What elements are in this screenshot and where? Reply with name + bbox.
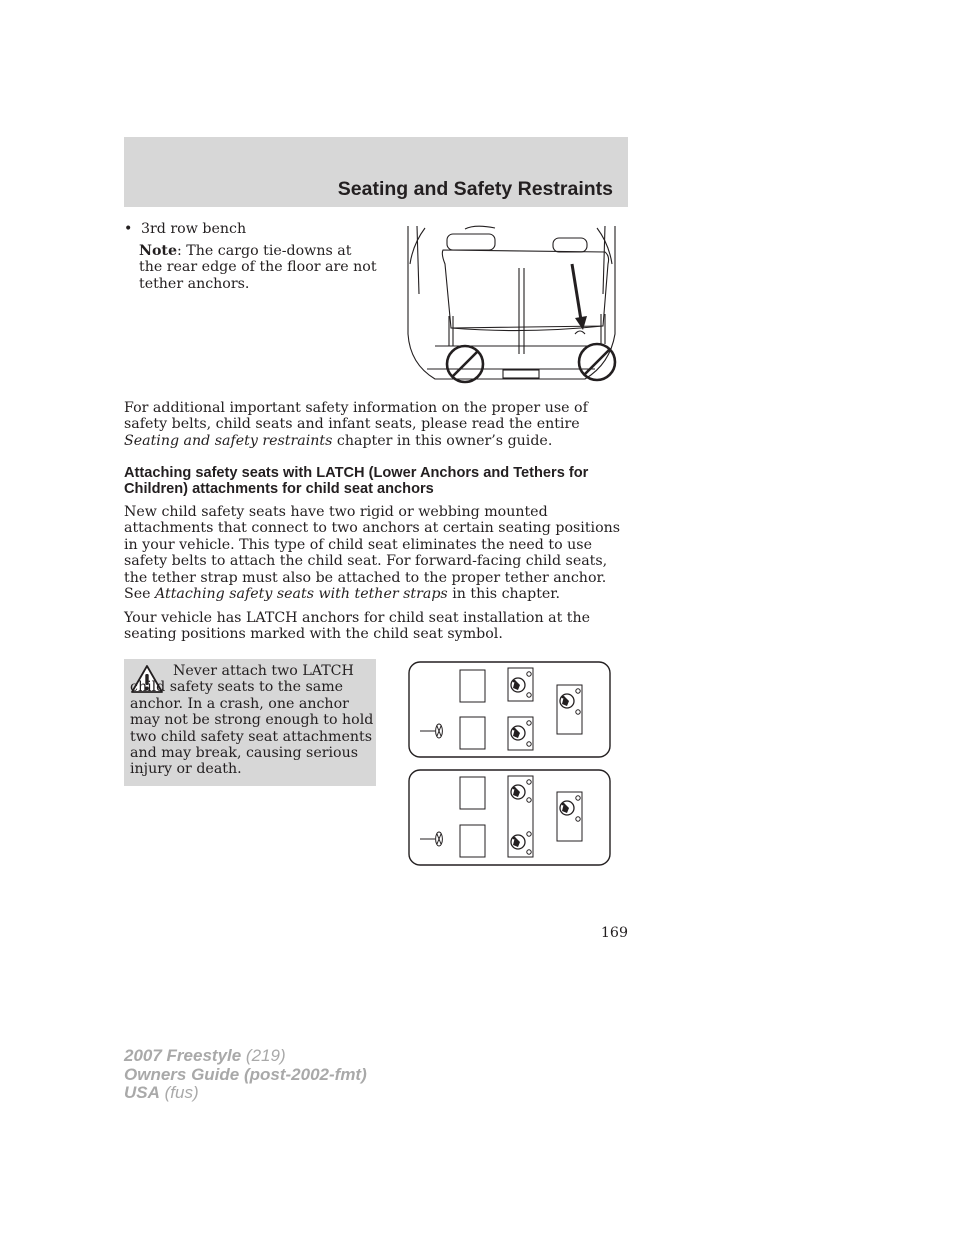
third-row-bench-illustration (405, 224, 617, 386)
para2-text-start: New child safety seats have two rigid or webbing mounted attachments that connect to two anchors at certain seating positions in your vehicle. This type of child seat eliminates the need to use safety belts to attach the child seat. For forward-facing child seats, the tether strap must also be attached to the proper tether anchor. See (124, 504, 621, 603)
latch-anchors-paragraph: Your vehicle has LATCH anchors for child seat installation at the seating positions marked with the child seat symbol. (124, 610, 591, 643)
warning-text: Never attach two LATCH child safety seats to the same anchor. In a crash, one anchor may not be strong enough to hold two child safety seat attachments and may break, causing serious injury or death. (130, 663, 374, 778)
bullet-item (124, 221, 246, 237)
seating-diagram-bottom (408, 769, 611, 866)
para2-text-end: in this chapter. (447, 586, 561, 603)
section-title: Seating and Safety Restraints (337, 178, 613, 200)
page-number: 169 (600, 925, 628, 941)
section-header-band (124, 137, 628, 207)
document-footer (124, 1047, 367, 1103)
footer-model-code: (219) (241, 1046, 286, 1065)
footer-guide: Owners Guide (post-2002-fmt) (124, 1064, 367, 1084)
safety-info-paragraph (124, 400, 630, 449)
para1-chapter-reference: Seating and safety restraints (124, 432, 333, 449)
note-label: Note (139, 243, 178, 259)
bullet-symbol: • (124, 221, 133, 237)
note-text: : The cargo tie-downs at the rear edge of the floor are not tether anchors. (139, 243, 377, 292)
warning-box (124, 659, 376, 786)
footer-market: USA (124, 1083, 160, 1102)
para2-cross-reference: Attaching safety seats with tether straps (155, 586, 448, 603)
para1-text-end: chapter in this owner’s guide. (332, 432, 553, 449)
footer-line-3 (124, 1084, 367, 1103)
footer-model: 2007 Freestyle (124, 1046, 242, 1065)
latch-section-heading: Attaching safety seats with LATCH (Lower Anchors and Tethers for Children) attachments for child seat anchors (124, 465, 589, 498)
footer-line-1 (124, 1047, 367, 1066)
seating-diagram-top (408, 661, 611, 758)
latch-description-paragraph (124, 504, 630, 602)
note-paragraph (139, 243, 377, 292)
para1-text-start: For additional important safety information on the proper use of safety belts, child seats and infant seats, please read the entire (124, 400, 588, 433)
footer-market-code: (fus) (159, 1083, 199, 1102)
bullet-text: 3rd row bench (141, 221, 247, 237)
footer-line-2 (124, 1066, 367, 1085)
